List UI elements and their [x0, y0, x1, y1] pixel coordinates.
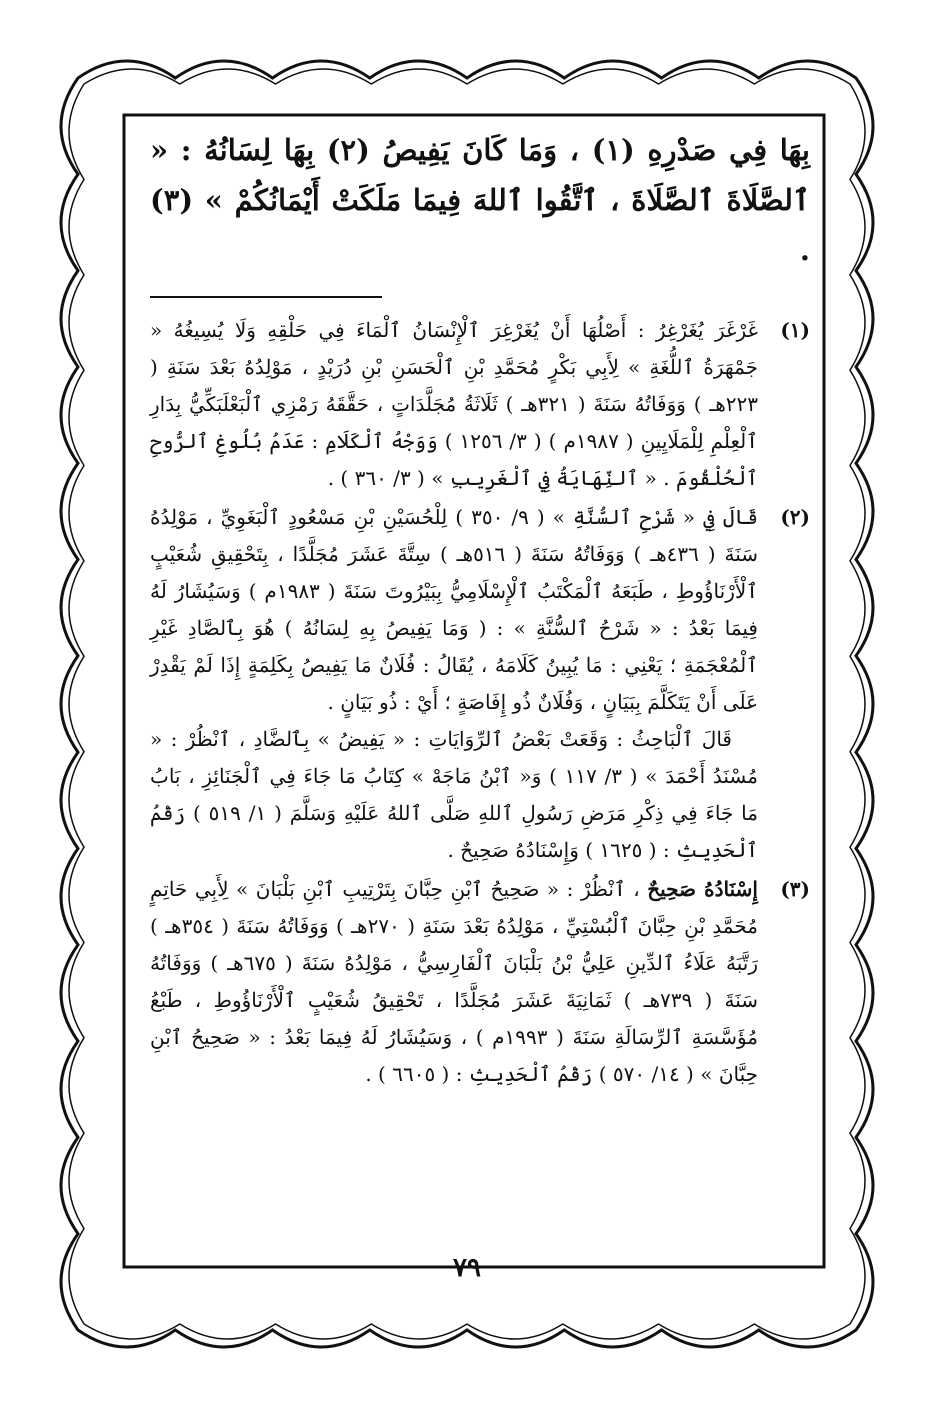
- footnote-number: (١): [780, 317, 810, 342]
- footnote-paragraph: غَرْغَرَ يُغَرْغِرُ : أَصْلُهَا أَنْ يُغَرْغِرَ ٱلْإِنْسَانُ ٱلْمَاءَ فِي حَلْقِهِ وَلَا يُسِيغُهُ « جَمْهَرَةُ ٱللُّغَةِ » لِأَبِي بَكْرٍ مُحَمَّدِ بْنِ ٱلْحَسَنِ بْنِ دُرَيْدٍ ، مَوْلِدُهُ بَعْدَ سَنَةِ ( ٢٢٣هـ ) وَوَفَاتُهُ سَنَةَ ( ٣٢١هـ ) ثَلَاثَةُ مُجَلَّدَاتٍ ، حَقَّقَهُ رَمْزِي ٱلْبَعْلَبَكِّيُّ بِدَارِ ٱلْعِلْمِ لِلْمَلَايِينِ ( ١٩٨٧م ) ( ٣/ ١٢٥٦ ) وَوَجْهُ ٱلْكَلَامِ : عَدَمُ بُلُوغِ ٱلرُّوحِ ٱلْحُلْقُومَ . « ٱلنِّهَايَةُ فِي ٱلْغَرِيبِ » ( ٣/ ٣٦٠ ) .: [150, 317, 759, 490]
- footnote-paragraph: قَالَ ٱلْبَاحِثُ : وَقَعَتْ بَعْضُ ٱلرِّوَايَاتِ : « يَفِيضُ » بِٱلضَّادِ ، ٱنْظُرْ : « مُسْنَدُ أَحْمَدَ » ( ٣/ ١١٧ ) وَ« ٱبْنُ مَاجَهْ » كِتَابُ مَا جَاءَ فِي ٱلْجَنَائِزِ ، بَابُ مَا جَاءَ فِي ذِكْرِ مَرَضِ رَسُولِ ٱللهِ صَلَّى ٱللهُ عَلَيْهِ وَسَلَّمَ ( ١/ ٥١٩ ) رَقْمُ ٱلْحَدِيثِ : ( ١٦٢٥ ) وَإِسْنَادُهُ صَحِيحٌ .: [150, 726, 758, 862]
- footnote-body: [150, 312, 758, 497]
- main-text: بِهَا فِي صَدْرِهِ (١) ، وَمَا كَانَ يَفِيصُ (٢) بِهَا لِسَانُهُ : « ٱلصَّلَاةَ ٱلصَّلَاةَ ، ٱتَّقُوا ٱللهَ فِيمَا مَلَكَتْ أَيْمَانُكُمْ » (٣) .: [150, 133, 810, 267]
- footnote-lead: إِسْنَادُهُ صَحِيحٌ: [647, 876, 758, 901]
- footnote-2: [150, 499, 810, 869]
- footnote-number: (٣): [780, 876, 810, 901]
- footnote-body: [150, 499, 758, 869]
- footnote-separator: [150, 296, 382, 298]
- footnote-paragraph: [150, 871, 758, 1093]
- footnote-paragraph: قَالَ فِي « شَرْحِ ٱلسُّنَّةِ » ( ٩/ ٣٥٠ ) لِلْحُسَيْنِ بْنِ مَسْعُودٍ ٱلْبَغَوِيِّ ، مَوْلِدُهُ سَنَةَ ( ٤٣٦هـ ) وَوَفَاتُهُ سَنَةَ ( ٥١٦هـ ) سِتَّةَ عَشَرَ مُجَلَّدًا ، بِتَحْقِيقِ شُعَيْبٍ ٱلْأَرْنَاؤُوطِ ، طَبَعَهُ ٱلْمَكْتَبُ ٱلْإِسْلَامِيُّ بِبَيْرُوتَ سَنَةَ ( ١٩٨٣م ) وَسَيُشَارُ لَهُ فِيمَا بَعْدُ : « شَرْحُ ٱلسُّنَّةِ » : ( وَمَا يَفِيصُ بِهِ لِسَانُهُ ) هُوَ بِٱلصَّادِ غَيْرِ ٱلْمُعْجَمَةِ ؛ يَعْنِي : مَا يُبِينُ كَلَامَهُ ، يُقَالُ : فُلَانٌ مَا يَفِيصُ بِكَلِمَةٍ إِذَا لَمْ يَقْدِرْ عَلَى أَنْ يَتَكَلَّمَ بِبَيَانٍ ، وَفُلَانٌ ذُو إِفَاصَةٍ ؛ أَيْ : ذُو بَيَانٍ .: [150, 504, 758, 714]
- page-content: [150, 126, 810, 1252]
- footnote-3: [150, 871, 810, 1093]
- footnote-1: [150, 312, 810, 497]
- page-number: ٧٩: [453, 1253, 481, 1283]
- footnote-body: [150, 871, 758, 1093]
- footnote-number: (٢): [780, 504, 810, 529]
- footnote-text: ، ٱنْظُرْ : « صَحِيحُ ٱبْنِ حِبَّانَ بِتَرْتِيبِ ٱبْنِ بَلْبَانَ » لِأَبِي حَاتِمٍ مُحَمَّدِ بْنِ حِبَّانَ ٱلْبُسْتِيِّ ، مَوْلِدُهُ بَعْدَ سَنَةِ ( ٢٧٠هـ ) وَوَفَاتُهُ سَنَةَ ( ٣٥٤هـ ) رَتَّبَهُ عَلَاءُ ٱلدِّينِ عَلِيُّ بْنُ بَلْبَانَ ٱلْفَارِسِيُّ ، مَوْلِدُهُ سَنَةَ ( ٦٧٥هـ ) وَوَفَاتُهُ سَنَةَ ( ٧٣٩هـ ) ثَمَانِيَةَ عَشَرَ مُجَلَّدًا ، تَحْقِيقُ شُعَيْبٍ ٱلْأَرْنَاؤُوطِ ، طَبْعُ مُؤَسَّسَةِ ٱلرِّسَالَةِ سَنَةَ ( ١٩٩٣م ) ، وَسَيُشَارُ لَهُ فِيمَا بَعْدُ : « صَحِيحُ ٱبْنِ حِبَّانَ » ( ١٤/ ٥٧٠ ) رَقْمُ ٱلْحَدِيثِ : ( ٦٦٠٥ ) .: [150, 876, 758, 1086]
